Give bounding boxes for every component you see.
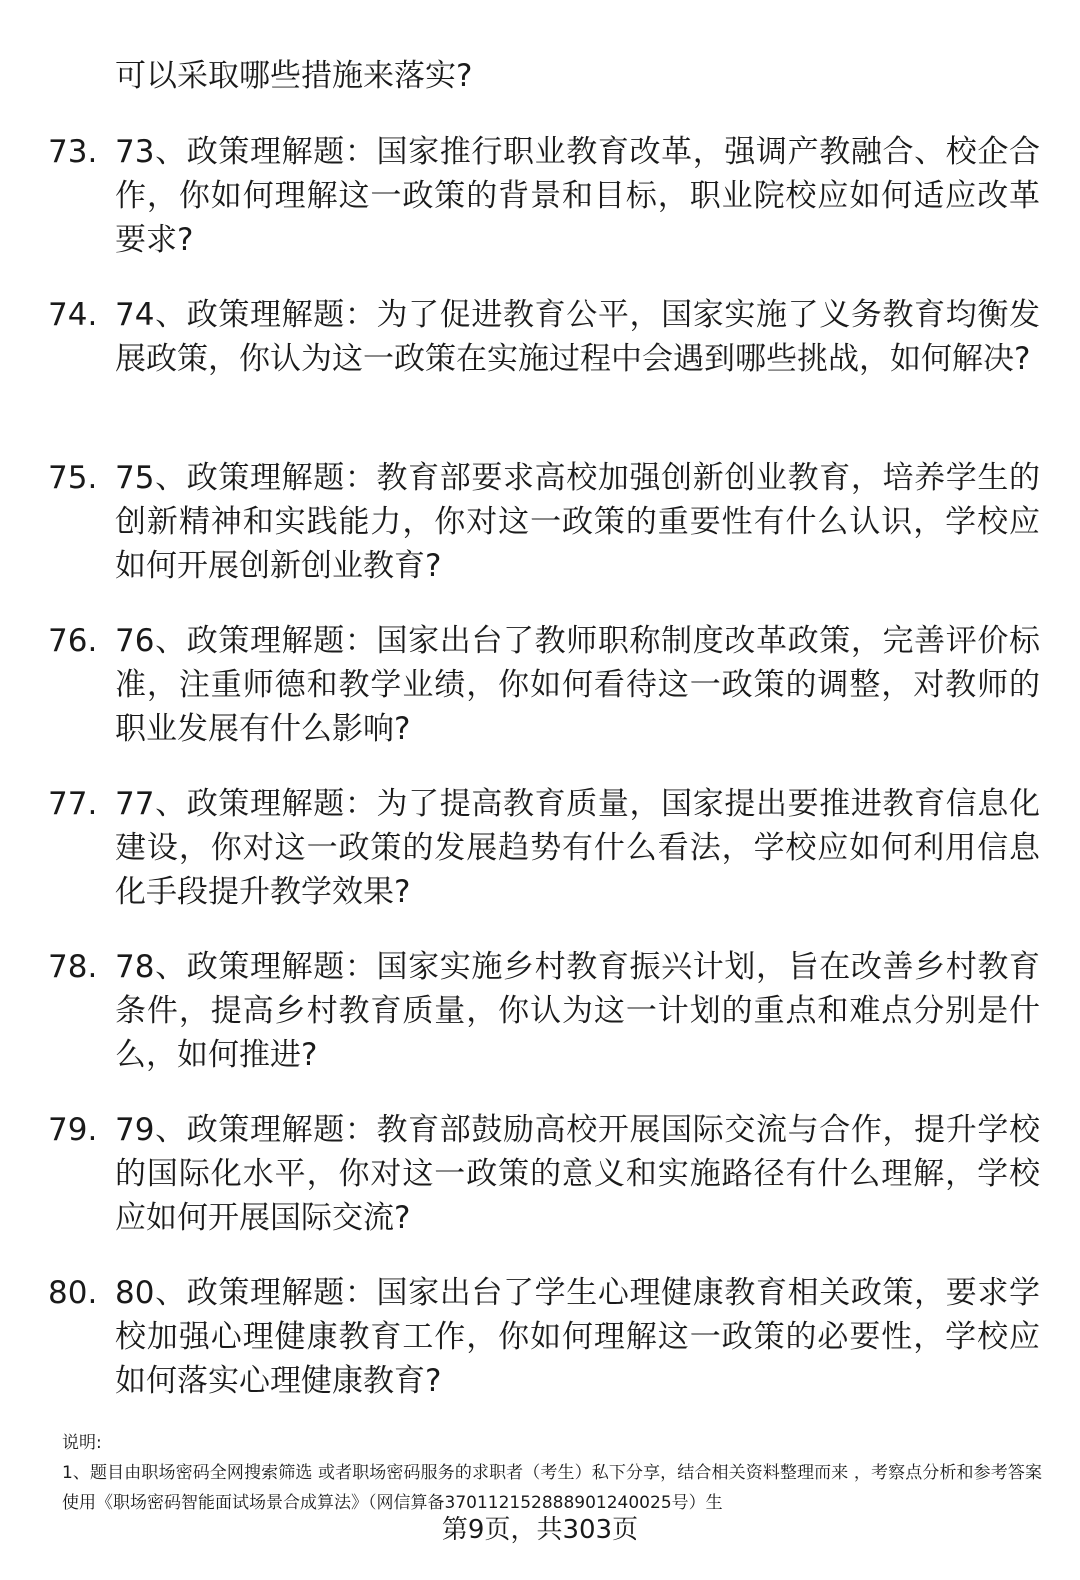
question-item xyxy=(0,293,1080,456)
question-item xyxy=(0,619,1080,782)
question-item xyxy=(0,1108,1080,1271)
question-number: 80. xyxy=(48,1275,98,1311)
question-number: 75. xyxy=(48,460,98,496)
question-item xyxy=(0,1271,1080,1434)
question-number: 76. xyxy=(48,623,98,659)
question-text: 76、政策理解题：国家出台了教师职称制度改革政策，完善评价标准，注重师德和教学业绩，你如何看待这一政策的调整，对教师的职业发展有什么影响? xyxy=(115,623,1040,747)
question-list xyxy=(0,130,1080,1434)
question-text: 78、政策理解题：国家实施乡村教育振兴计划，旨在改善乡村教育条件，提高乡村教育质量，你认为这一计划的重点和难点分别是什么，如何推进? xyxy=(115,949,1040,1073)
question-text: 77、政策理解题：为了提高教育质量，国家提出要推进教育信息化建设，你对这一政策的发展趋势有什么看法，学校应如何利用信息化手段提升教学效果? xyxy=(115,786,1040,910)
question-number: 78. xyxy=(48,949,98,985)
question-text: 74、政策理解题：为了促进教育公平，国家实施了义务教育均衡发展政策，你认为这一政策在实施过程中会遇到哪些挑战，如何解决? xyxy=(115,297,1040,377)
page-number: 第9页，共303页 xyxy=(441,1515,639,1545)
question-number: 79. xyxy=(48,1112,98,1148)
question-item xyxy=(0,782,1080,945)
question-text: 75、政策理解题：教育部要求高校加强创新创业教育，培养学生的创新精神和实践能力，你对这一政策的重要性有什么认识，学校应如何开展创新创业教育? xyxy=(115,460,1040,584)
notes-section xyxy=(62,1428,1042,1518)
question-number: 74. xyxy=(48,297,98,333)
notes-title: 说明: xyxy=(62,1433,102,1453)
continuation-text: 可以采取哪些措施来落实? xyxy=(115,58,473,94)
question-text: 79、政策理解题：教育部鼓励高校开展国际交流与合作，提升学校的国际化水平，你对这一政策的意义和实施路径有什么理解，学校应如何开展国际交流? xyxy=(115,1112,1040,1236)
notes-body: 1、题目由职场密码全网搜索筛选 或者职场密码服务的求职者（考生）私下分享，结合相关资料整理而来 ，考察点分析和参考答案使用《职场密码智能面试场景合成算法》（网信算备370112152888901240025号）生 xyxy=(62,1463,1042,1513)
question-number: 77. xyxy=(48,786,98,822)
question-text: 80、政策理解题：国家出台了学生心理健康教育相关政策，要求学校加强心理健康教育工作，你如何理解这一政策的必要性，学校应如何落实心理健康教育? xyxy=(115,1275,1040,1399)
question-item xyxy=(0,456,1080,619)
question-item xyxy=(0,945,1080,1108)
question-text: 73、政策理解题：国家推行职业教育改革，强调产教融合、校企合作，你如何理解这一政策的背景和目标，职业院校应如何适应改革要求? xyxy=(115,134,1040,258)
question-item xyxy=(0,130,1080,293)
question-number: 73. xyxy=(48,134,98,170)
